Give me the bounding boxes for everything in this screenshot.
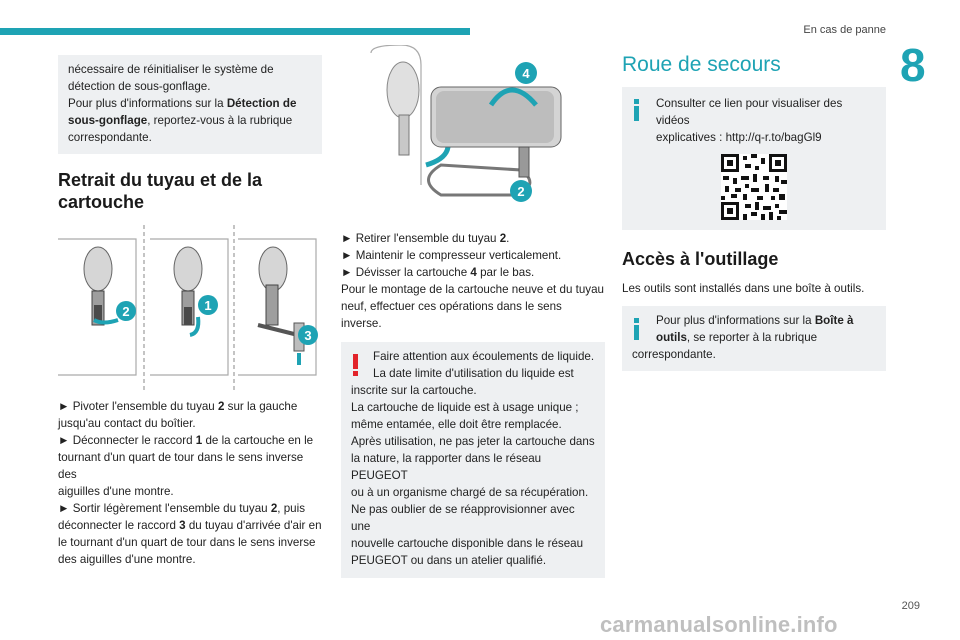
warning-box xyxy=(341,342,605,578)
warning-line: la nature, la rapporter dans le réseau PEUGEOT xyxy=(351,452,542,482)
note-line: nécessaire de réinitialiser le système de xyxy=(68,63,274,76)
info-line: Consulter ce lien pour visualiser des vidéos xyxy=(656,97,843,127)
warning-line: même entamée, elle doit être remplacée. xyxy=(351,418,562,431)
note-line: correspondante. xyxy=(68,131,152,144)
instruction-line: ► Retirer l'ensemble du tuyau 2. xyxy=(341,232,510,245)
section-heading: Retrait du tuyau et de la cartouche xyxy=(58,170,263,212)
info-line: outils, se reporter à la rubrique xyxy=(656,331,818,344)
instruction-line: ► Maintenir le compresseur verticalement. xyxy=(341,249,562,262)
instruction-line: ► Déconnecter le raccord 1 de la cartouche en le xyxy=(58,434,314,447)
instruction-line: ► Dévisser la cartouche 4 par le bas. xyxy=(341,266,535,279)
instruction-line: aiguilles d'une montre. xyxy=(58,485,174,498)
info-link-text: outils xyxy=(656,331,687,344)
column-middle xyxy=(341,45,605,578)
info-line: explicatives : http://q-r.to/bagGl9 xyxy=(656,131,822,144)
column-right xyxy=(622,53,886,371)
info-line: Pour plus d'informations sur la Boîte à xyxy=(656,314,854,327)
warning-line: ou à un organisme chargé de sa récupération. xyxy=(351,486,589,499)
note-line: détection de sous-gonflage. xyxy=(68,80,211,93)
instruction-line: Pour le montage de la cartouche neuve et du tuyau xyxy=(341,283,604,296)
note-line: sous-gonflage, reportez-vous à la rubrique xyxy=(68,114,293,127)
tools-info-box xyxy=(622,306,886,371)
info-icon xyxy=(634,318,639,340)
warning-line: nouvelle cartouche disponible dans le réseau xyxy=(351,537,584,550)
column-left xyxy=(58,55,322,568)
instruction-list xyxy=(58,398,322,568)
figure-callout: 2 xyxy=(517,184,525,199)
cartridge-removal-illustration xyxy=(341,45,605,220)
note-line: Pour plus d'informations sur la Détection de xyxy=(68,97,297,110)
page-title: Roue de secours xyxy=(622,53,781,76)
instruction-line: ► Pivoter l'ensemble du tuyau 2 sur la gauche xyxy=(58,400,298,413)
hose-removal-illustration xyxy=(58,225,322,395)
info-icon xyxy=(634,99,639,121)
watermark-text: carmanualsonline.info xyxy=(600,612,838,637)
note-box xyxy=(58,55,322,154)
instruction-line: ► Sortir légèrement l'ensemble du tuyau 2, puis xyxy=(58,502,305,515)
instruction-line: jusqu'au contact du boîtier. xyxy=(58,417,196,430)
body-text: Les outils sont installés dans une boîte à outils. xyxy=(622,282,865,295)
instruction-line: déconnecter le raccord 3 du tuyau d'arrivée d'air en xyxy=(58,519,322,532)
qr-code-icon[interactable] xyxy=(721,154,787,220)
figure-callout: 4 xyxy=(522,66,530,81)
warning-line: PEUGEOT ou dans un atelier qualifié. xyxy=(351,554,547,567)
warning-line: Ne pas oublier de se réapprovisionner avec une xyxy=(351,503,575,533)
instruction-list xyxy=(341,230,605,332)
instruction-line: neuf, effectuer ces opérations dans le sens inverse. xyxy=(341,300,562,330)
figure-callout: 2 xyxy=(122,304,130,319)
page-number: 209 xyxy=(901,600,920,612)
warning-line: inscrite sur la cartouche. xyxy=(351,384,477,397)
warning-icon xyxy=(353,354,358,376)
warning-line: La date limite d'utilisation du liquide est xyxy=(373,367,574,380)
info-line: correspondante. xyxy=(632,348,716,361)
warning-line: Faire attention aux écoulements de liquide. xyxy=(373,350,595,363)
video-info-box xyxy=(622,87,886,230)
note-link-text: sous-gonflage xyxy=(68,114,148,127)
instruction-line: des aiguilles d'une montre. xyxy=(58,553,196,566)
info-link-text: Boîte à xyxy=(814,314,854,327)
warning-line: Après utilisation, ne pas jeter la cartouche dans xyxy=(351,435,595,448)
figure-callout: 1 xyxy=(204,298,212,313)
chapter-number: 8 xyxy=(900,39,926,91)
instruction-line: tournant d'un quart de tour dans le sens inverse des xyxy=(58,451,304,481)
subsection-heading: Accès à l'outillage xyxy=(622,249,779,269)
header-accent-bar xyxy=(0,28,470,35)
section-title: En cas de panne xyxy=(803,24,886,36)
instruction-line: le tournant d'un quart de tour dans le sens inverse xyxy=(58,536,316,549)
figure-callout: 3 xyxy=(304,328,312,343)
warning-line: La cartouche de liquide est à usage unique ; xyxy=(351,401,579,414)
note-link-text: Détection de xyxy=(226,97,297,110)
